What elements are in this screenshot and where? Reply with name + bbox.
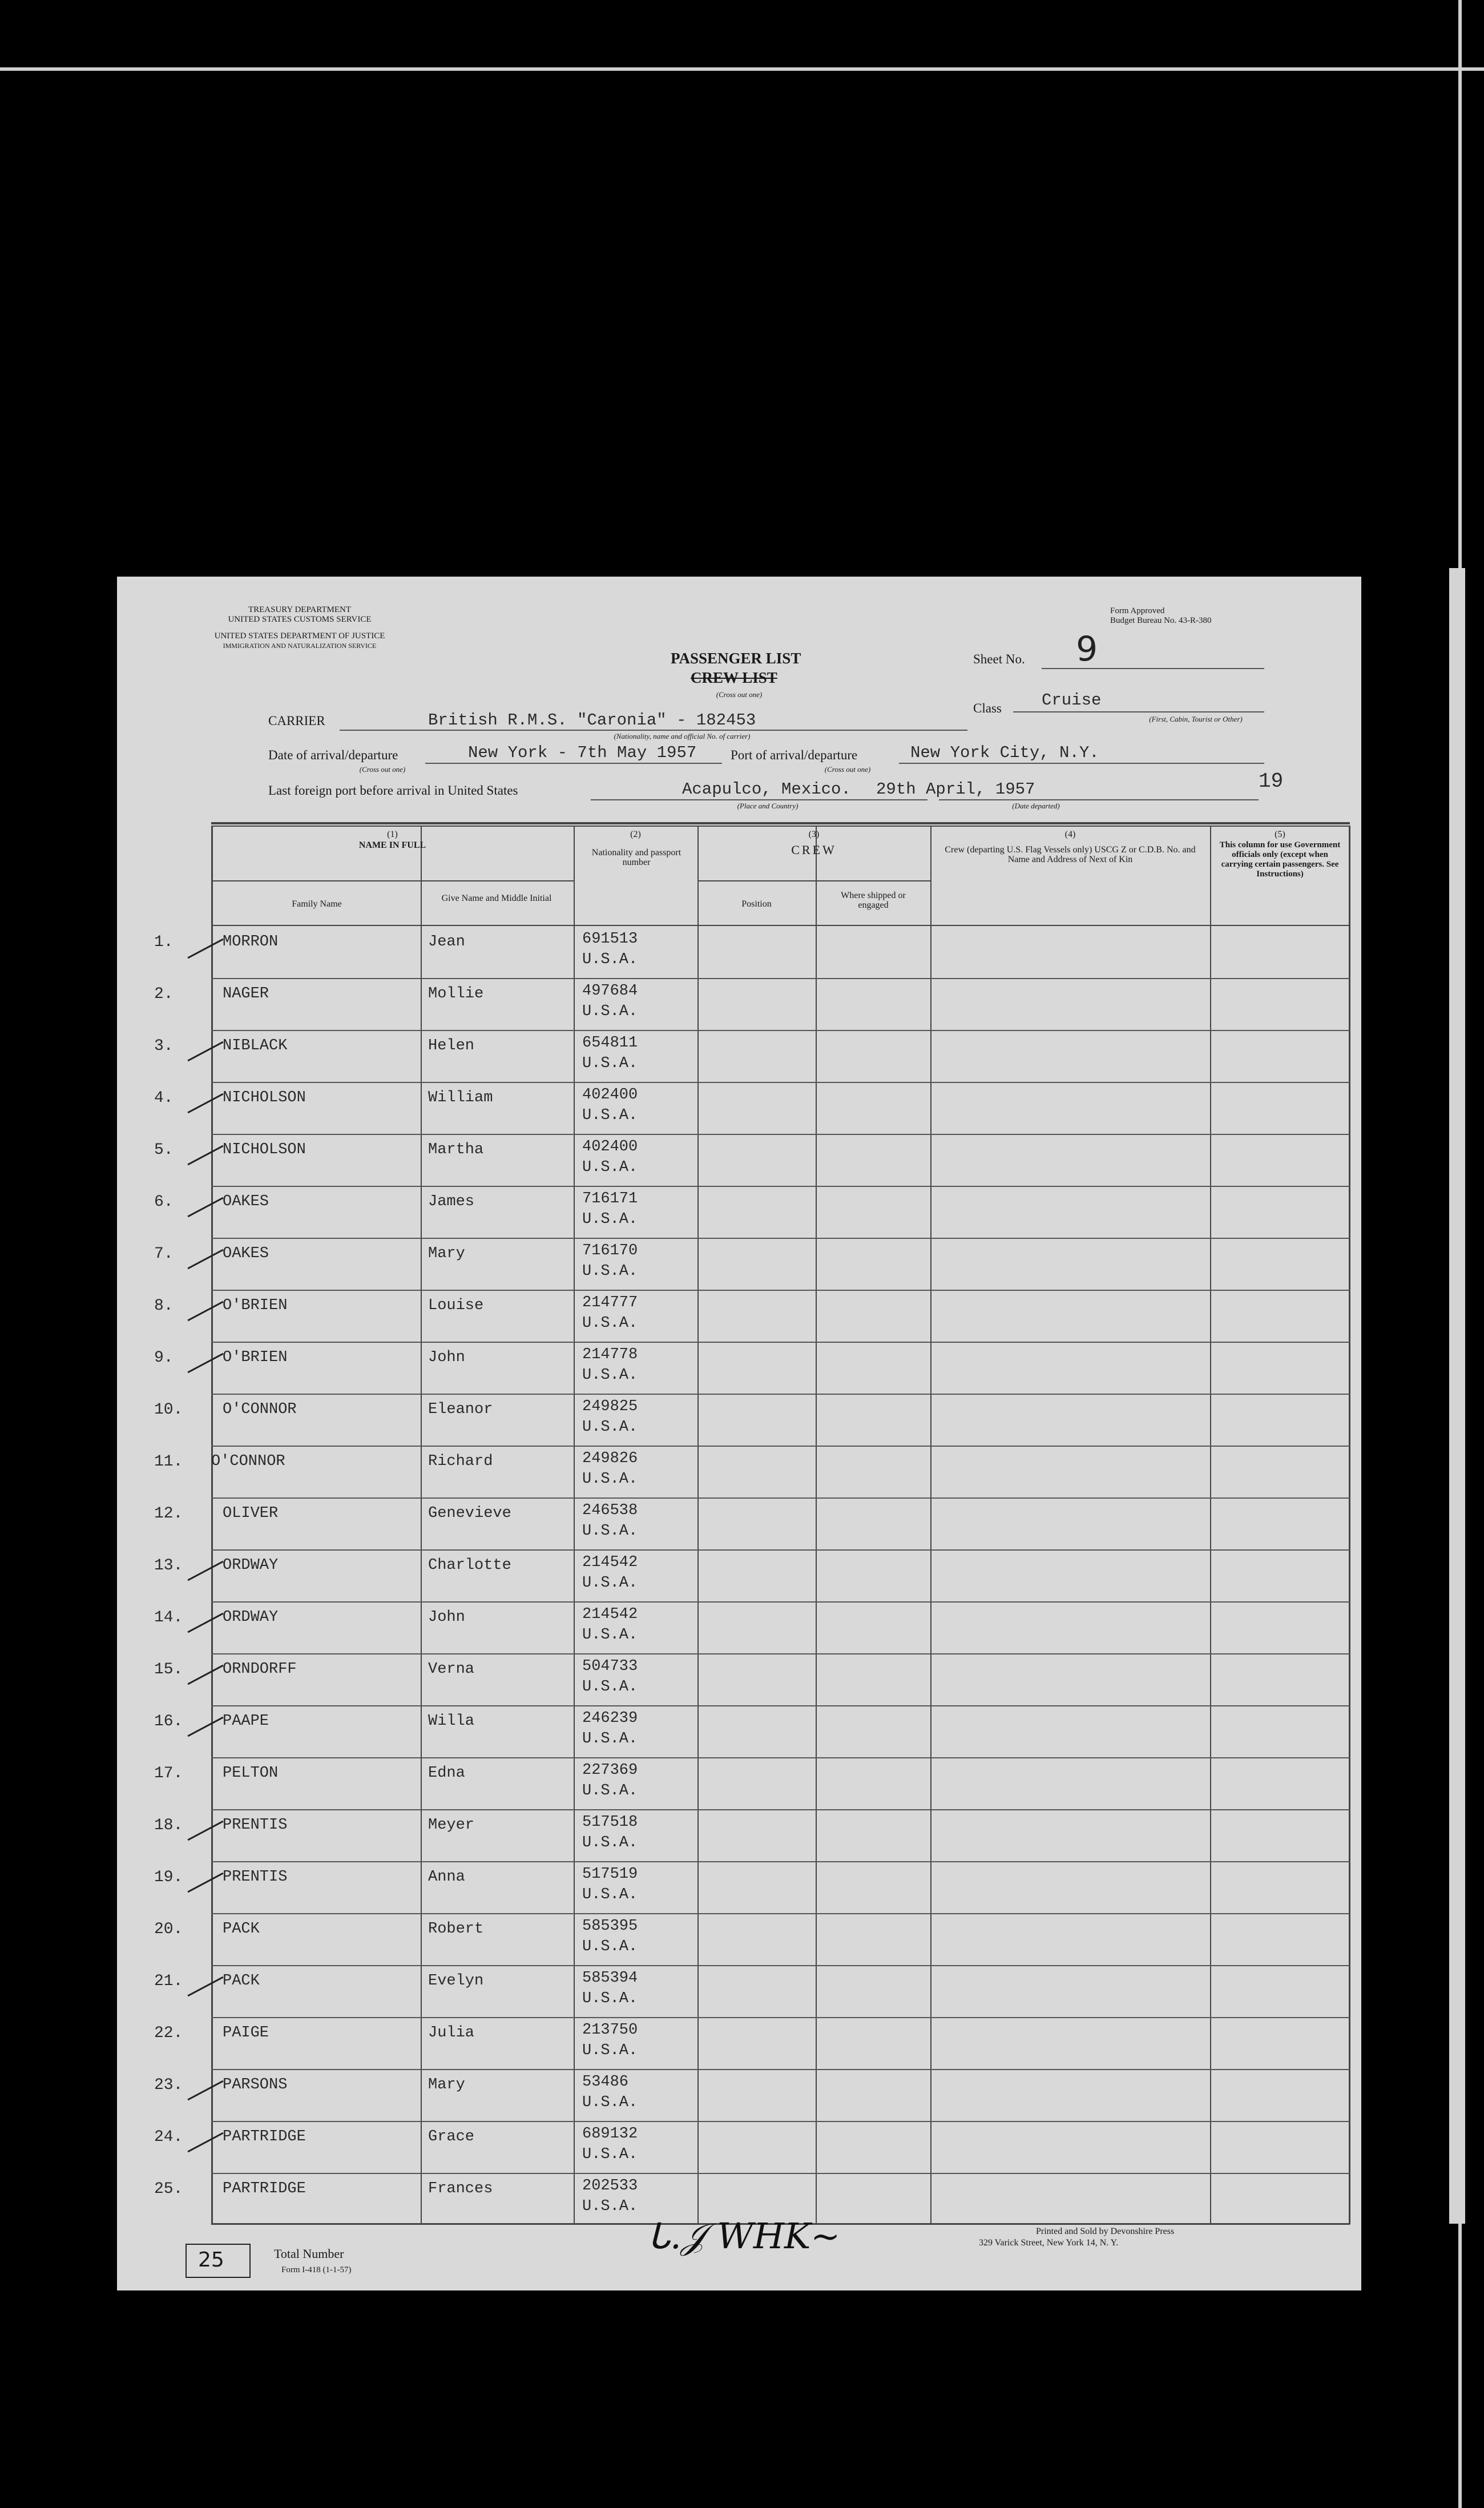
check-mark bbox=[187, 1873, 223, 1893]
adjacent-page-edge bbox=[1449, 568, 1465, 2224]
lastport-label: Last foreign port before arrival in United States bbox=[268, 783, 518, 798]
row-number: 16. bbox=[154, 1713, 183, 1730]
passport-number: 214778 bbox=[582, 1346, 638, 1363]
given-name: Verna bbox=[428, 1661, 475, 1678]
nationality: U.S.A. bbox=[582, 1211, 638, 1228]
nationality: U.S.A. bbox=[582, 1055, 638, 1072]
nationality: U.S.A. bbox=[582, 1107, 638, 1124]
passport-number: 213750 bbox=[582, 2022, 638, 2039]
given-name: Jean bbox=[428, 933, 465, 951]
given-name: William bbox=[428, 1089, 493, 1106]
dept-justice: UNITED STATES DEPARTMENT OF JUSTICE bbox=[214, 631, 385, 641]
passport-number: 504733 bbox=[582, 1658, 638, 1675]
form-approved: Form Approved bbox=[1110, 606, 1165, 615]
passenger-list-page bbox=[117, 577, 1361, 2290]
given-name: Charlotte bbox=[428, 1557, 511, 1574]
passport-number: 585394 bbox=[582, 1970, 638, 1987]
col3a-position: Position bbox=[741, 899, 772, 909]
carrier-caption: (Nationality, name and official No. of carrier) bbox=[614, 732, 751, 740]
row-number: 15. bbox=[154, 1661, 183, 1678]
col1b-given-name: Give Name and Middle Initial bbox=[441, 893, 552, 903]
row-number: 7. bbox=[154, 1245, 174, 1263]
check-mark bbox=[187, 1665, 223, 1685]
row-number: 19. bbox=[154, 1869, 183, 1886]
family-name: O'BRIEN bbox=[223, 1349, 288, 1366]
row-number: 5. bbox=[154, 1141, 174, 1159]
row-number: 8. bbox=[154, 1297, 174, 1315]
family-name: PRENTIS bbox=[223, 1817, 288, 1834]
given-name: Robert bbox=[428, 1921, 484, 1938]
sheet-label: Sheet No. bbox=[973, 652, 1025, 666]
form-number: Form I-418 (1-1-57) bbox=[281, 2265, 352, 2274]
printer-line-1: Printed and Sold by Devonshire Press bbox=[1036, 2227, 1175, 2236]
family-name: PELTON bbox=[223, 1765, 279, 1782]
passport-number: 716171 bbox=[582, 1190, 638, 1207]
check-mark bbox=[187, 1561, 223, 1581]
given-name: Mary bbox=[428, 1245, 465, 1262]
row-number: 20. bbox=[154, 1921, 183, 1938]
row-number: 4. bbox=[154, 1089, 174, 1107]
family-name: PRENTIS bbox=[223, 1869, 288, 1886]
col4-title: Crew (departing U.S. Flag Vessels only) USCG Z or C.D.B. No. and Name and Address of Next of Kin bbox=[945, 845, 1196, 864]
row-number: 21. bbox=[154, 1972, 183, 1990]
nationality: U.S.A. bbox=[582, 1886, 638, 1903]
row-number: 14. bbox=[154, 1609, 183, 1627]
family-name: PARTRIDGE bbox=[223, 2180, 306, 2197]
check-mark bbox=[187, 1821, 223, 1841]
family-name: O'BRIEN bbox=[223, 1297, 288, 1314]
nationality: U.S.A. bbox=[582, 1627, 638, 1644]
row-number: 18. bbox=[154, 1817, 183, 1834]
row-number: 13. bbox=[154, 1557, 183, 1575]
check-mark bbox=[187, 1145, 223, 1166]
col4-number: (4) bbox=[1064, 830, 1076, 839]
given-name: Edna bbox=[428, 1765, 465, 1782]
family-name: NICHOLSON bbox=[223, 1141, 306, 1158]
passport-number: 214777 bbox=[582, 1294, 638, 1311]
passport-number: 402400 bbox=[582, 1086, 638, 1104]
col3b-where-shipped: Where shipped or engaged bbox=[841, 891, 906, 910]
check-mark bbox=[187, 1717, 223, 1737]
family-name: OAKES bbox=[223, 1245, 269, 1262]
row-number: 9. bbox=[154, 1349, 174, 1367]
arrival-label: Date of arrival/departure bbox=[268, 748, 398, 762]
family-name: ORNDORFF bbox=[223, 1661, 297, 1678]
row-number: 22. bbox=[154, 2024, 183, 2042]
row-number: 3. bbox=[154, 1037, 174, 1055]
check-mark bbox=[187, 1353, 223, 1374]
given-name: Mary bbox=[428, 2076, 465, 2094]
lastport-value: Acapulco, Mexico. bbox=[682, 780, 851, 799]
nationality: U.S.A. bbox=[582, 1003, 638, 1020]
dept-ins: IMMIGRATION AND NATURALIZATION SERVICE bbox=[223, 642, 377, 650]
family-name: OLIVER bbox=[223, 1505, 279, 1522]
total-number-value: 25 bbox=[198, 2248, 224, 2272]
passport-number: 585395 bbox=[582, 1918, 638, 1935]
signature: ᒐ.𝒥 WHK~ bbox=[648, 2215, 841, 2257]
col2-number: (2) bbox=[630, 830, 641, 839]
nationality: U.S.A. bbox=[582, 1938, 638, 1955]
nationality: U.S.A. bbox=[582, 1782, 638, 1800]
passport-number: 689132 bbox=[582, 2125, 638, 2143]
given-name: Genevieve bbox=[428, 1505, 511, 1522]
row-number: 25. bbox=[154, 2180, 183, 2198]
dept-customs: UNITED STATES CUSTOMS SERVICE bbox=[228, 615, 372, 624]
row-number: 24. bbox=[154, 2128, 183, 2146]
family-name: PARTRIDGE bbox=[223, 2128, 306, 2145]
given-name: Anna bbox=[428, 1869, 465, 1886]
total-number-label: Total Number bbox=[274, 2247, 344, 2261]
nationality: U.S.A. bbox=[582, 1315, 638, 1332]
nationality: U.S.A. bbox=[582, 951, 638, 968]
family-name: NICHOLSON bbox=[223, 1089, 306, 1106]
check-mark bbox=[187, 1301, 223, 1322]
carrier-label: CARRIER bbox=[268, 714, 325, 728]
row-number: 12. bbox=[154, 1505, 183, 1523]
col1-number: (1) bbox=[387, 830, 398, 839]
passport-number: 246239 bbox=[582, 1710, 638, 1727]
total-number-box bbox=[186, 2244, 251, 2278]
nationality: U.S.A. bbox=[582, 1471, 638, 1488]
row-number: 2. bbox=[154, 985, 174, 1003]
passport-number: 214542 bbox=[582, 1554, 638, 1571]
family-name: O'CONNOR bbox=[223, 1401, 297, 1418]
nationality: U.S.A. bbox=[582, 1159, 638, 1176]
given-name: Grace bbox=[428, 2128, 475, 2145]
carrier-value: British R.M.S. "Caronia" - 182453 bbox=[428, 711, 756, 730]
check-mark bbox=[187, 1197, 223, 1218]
passport-number: 691513 bbox=[582, 931, 638, 948]
passport-number: 716170 bbox=[582, 1242, 638, 1259]
col2-title: Nationality and passport number bbox=[591, 848, 681, 867]
row-number: 17. bbox=[154, 1765, 183, 1782]
dept-treasury: TREASURY DEPARTMENT bbox=[248, 605, 352, 614]
sheet-number: 9 bbox=[1076, 629, 1098, 669]
nationality: U.S.A. bbox=[582, 1730, 638, 1748]
check-mark bbox=[187, 2132, 223, 2153]
family-name: PACK bbox=[223, 1972, 260, 1990]
arrival-caption: (Cross out one) bbox=[359, 765, 406, 774]
nationality: U.S.A. bbox=[582, 1419, 638, 1436]
passport-number: 249826 bbox=[582, 1450, 638, 1467]
check-mark bbox=[187, 1041, 223, 1062]
class-label: Class bbox=[973, 701, 1002, 715]
table-top-rule bbox=[211, 822, 1350, 824]
family-name: PACK bbox=[223, 1921, 260, 1938]
check-mark bbox=[187, 1976, 223, 1997]
passport-number: 202533 bbox=[582, 2177, 638, 2195]
nationality: U.S.A. bbox=[582, 2146, 638, 2163]
family-name: PAAPE bbox=[223, 1713, 269, 1730]
given-name: Helen bbox=[428, 1037, 475, 1054]
class-caption: (First, Cabin, Tourist or Other) bbox=[1149, 715, 1243, 723]
class-value: Cruise bbox=[1042, 691, 1102, 710]
given-name: John bbox=[428, 1349, 465, 1366]
printer-line-2: 329 Varick Street, New York 14, N. Y. bbox=[979, 2238, 1119, 2248]
row-number: 6. bbox=[154, 1193, 174, 1211]
passport-number: 517518 bbox=[582, 1814, 638, 1831]
passport-number: 214542 bbox=[582, 1606, 638, 1623]
check-mark bbox=[187, 1093, 223, 1114]
nationality: U.S.A. bbox=[582, 1834, 638, 1851]
port-value: New York City, N.Y. bbox=[910, 743, 1099, 762]
family-name: PARSONS bbox=[223, 2076, 288, 2094]
check-mark bbox=[187, 1249, 223, 1270]
nationality: U.S.A. bbox=[582, 2094, 638, 2111]
nationality: U.S.A. bbox=[582, 1263, 638, 1280]
row-number: 1. bbox=[154, 933, 174, 951]
title-crew-list: CREW LIST bbox=[691, 669, 777, 686]
nationality: U.S.A. bbox=[582, 2042, 638, 2059]
check-mark bbox=[187, 2080, 223, 2101]
passport-number: 249825 bbox=[582, 1398, 638, 1415]
passport-number: 246538 bbox=[582, 1502, 638, 1519]
given-name: John bbox=[428, 1609, 465, 1626]
passport-number: 402400 bbox=[582, 1138, 638, 1156]
given-name: Eleanor bbox=[428, 1401, 493, 1418]
given-name: James bbox=[428, 1193, 475, 1210]
family-name: PAIGE bbox=[223, 2024, 269, 2042]
family-name: OAKES bbox=[223, 1193, 269, 1210]
film-frame-top-edge bbox=[0, 67, 1484, 71]
passport-number: 227369 bbox=[582, 1762, 638, 1779]
nationality: U.S.A. bbox=[582, 2198, 638, 2215]
col5-number: (5) bbox=[1275, 830, 1285, 839]
given-name: Willa bbox=[428, 1713, 475, 1730]
departed-caption: (Date departed) bbox=[1012, 802, 1060, 810]
nationality: U.S.A. bbox=[582, 1990, 638, 2007]
given-name: Louise bbox=[428, 1297, 484, 1314]
given-name: Julia bbox=[428, 2024, 475, 2042]
row-number: 23. bbox=[154, 2076, 183, 2094]
family-name: MORRON bbox=[223, 933, 279, 951]
given-name: Martha bbox=[428, 1141, 484, 1158]
port-caption: (Cross out one) bbox=[824, 765, 871, 774]
passport-number: 517519 bbox=[582, 1866, 638, 1883]
nationality: U.S.A. bbox=[582, 1367, 638, 1384]
nationality: U.S.A. bbox=[582, 1523, 638, 1540]
passport-number: 654811 bbox=[582, 1034, 638, 1052]
col3-number: (3) bbox=[808, 830, 820, 839]
family-name: NIBLACK bbox=[223, 1037, 288, 1054]
title-passenger-list: PASSENGER LIST bbox=[671, 650, 801, 667]
family-name: O'CONNOR bbox=[211, 1453, 285, 1470]
check-mark bbox=[187, 1613, 223, 1633]
row-number: 11. bbox=[154, 1453, 183, 1471]
given-name: Evelyn bbox=[428, 1972, 484, 1990]
given-name: Mollie bbox=[428, 985, 484, 1003]
year-suffix: 19 bbox=[1259, 770, 1284, 793]
row-number: 10. bbox=[154, 1401, 183, 1419]
departed-value: 29th April, 1957 bbox=[876, 780, 1035, 799]
col1a-family-name: Family Name bbox=[292, 899, 342, 909]
lastport-caption: (Place and Country) bbox=[737, 802, 799, 810]
col3-title: CREW bbox=[791, 843, 837, 857]
given-name: Richard bbox=[428, 1453, 493, 1470]
port-label: Port of arrival/departure bbox=[731, 748, 858, 762]
title-caption: (Cross out one) bbox=[716, 690, 763, 699]
passport-number: 497684 bbox=[582, 983, 638, 1000]
col5-title: This column for use Government officials only (except when carrying certain passengers. See Instructions) bbox=[1219, 840, 1341, 879]
col1-title: NAME IN FULL bbox=[358, 840, 426, 850]
family-name: NAGER bbox=[223, 985, 269, 1003]
nationality: U.S.A. bbox=[582, 1678, 638, 1696]
nationality: U.S.A. bbox=[582, 1575, 638, 1592]
given-name: Frances bbox=[428, 2180, 493, 2197]
budget-bureau: Budget Bureau No. 43-R-380 bbox=[1110, 616, 1212, 625]
arrival-value: New York - 7th May 1957 bbox=[468, 743, 697, 762]
check-mark bbox=[187, 939, 223, 959]
given-name: Meyer bbox=[428, 1817, 475, 1834]
family-name: ORDWAY bbox=[223, 1557, 279, 1574]
family-name: ORDWAY bbox=[223, 1609, 279, 1626]
passport-number: 53486 bbox=[582, 2074, 629, 2091]
